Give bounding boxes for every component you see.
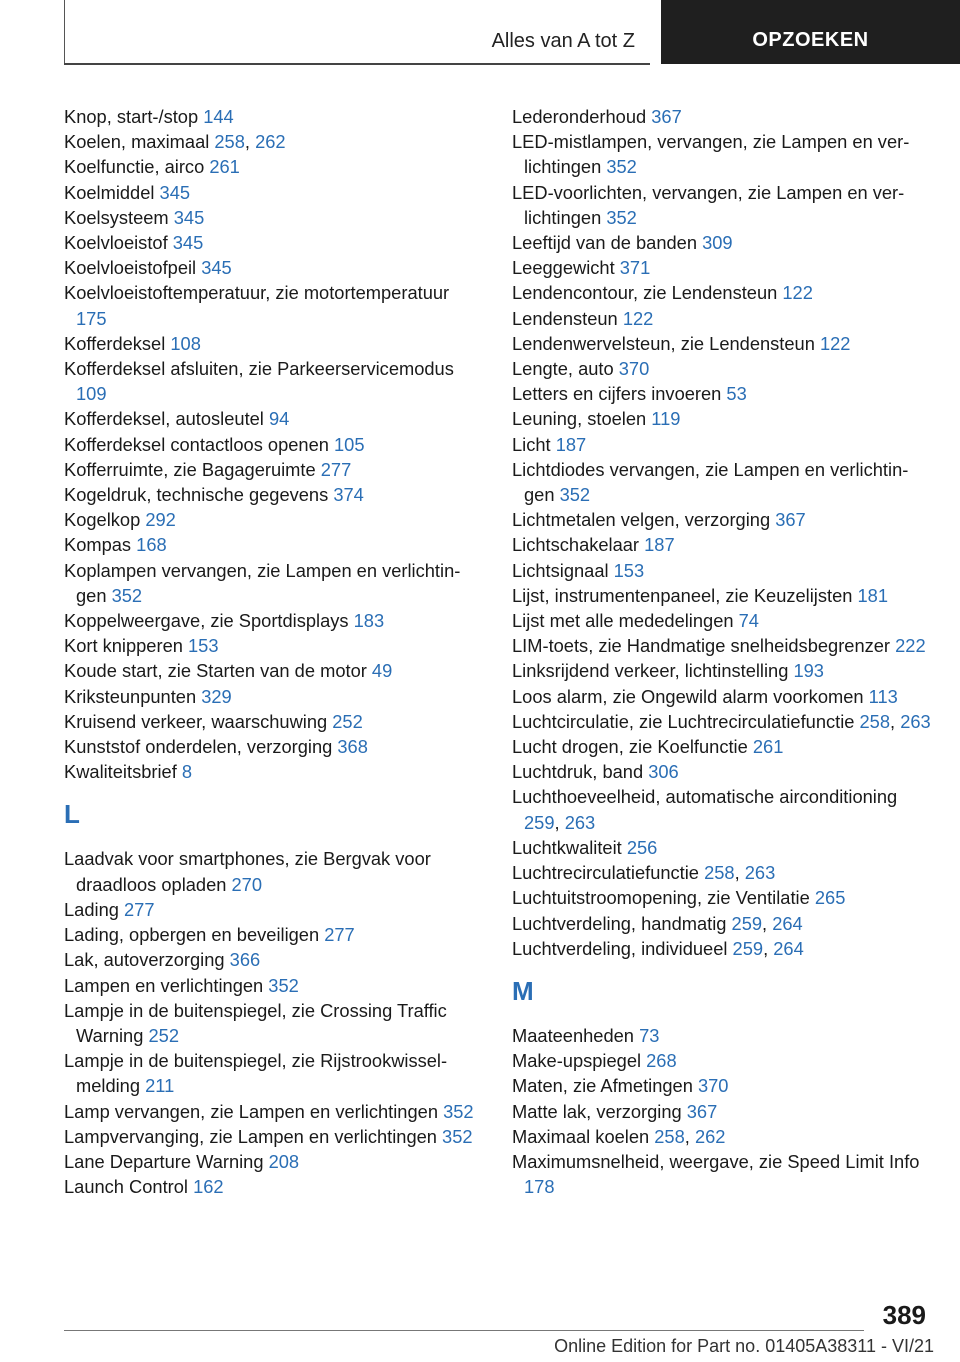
index-entry-term: Matte lak, verzorging (512, 1100, 687, 1122)
index-entry-term: Lijst met alle mededelingen (512, 610, 739, 632)
index-entry-term: LED-mistlampen, vervangen, zie Lampen en verlichtingen (512, 131, 910, 178)
page-link[interactable]: 263 (744, 862, 776, 884)
index-entry-term: Lamp vervangen, zie Lampen en verlichtingen (64, 1100, 444, 1122)
index-entry: Luchtverdeling, handmatig 259, 264 (512, 912, 803, 934)
index-entry-term: Kriksteunpunten (64, 685, 202, 707)
page-link[interactable]: 306 (648, 761, 679, 783)
page-link[interactable]: 268 (646, 1050, 677, 1072)
page-link[interactable]: 175 (76, 307, 107, 329)
index-entry (64, 280, 484, 330)
index-entry-term: Maten, zie Afmetingen (512, 1075, 698, 1097)
index-entry: Luchtcirculatie, zie Luchtrecirculatiefunctie 258, 263 (512, 710, 931, 732)
footer-divider (64, 1330, 864, 1331)
index-entry-term: Koelvloeistoftemperatuur, zie motortemperatuur (64, 282, 450, 304)
index-letter-heading: L (64, 799, 80, 830)
index-entry (64, 658, 484, 683)
index-entry (512, 759, 932, 784)
index-entry (64, 709, 484, 734)
page-link[interactable]: 371 (619, 257, 651, 279)
index-entry (64, 947, 484, 972)
index-entry (512, 1099, 932, 1124)
index-entry (512, 633, 932, 658)
index-entry (64, 1124, 484, 1149)
index-entry-term: Licht (512, 433, 556, 455)
index-entry (64, 684, 484, 709)
index-entry-term: Kogelkop (64, 509, 146, 531)
page-link[interactable]: 187 (555, 433, 587, 455)
page-link[interactable]: 258 (704, 862, 735, 884)
index-entry (512, 381, 932, 406)
index-entry-term: Koppelweergave, zie Sportdisplays (64, 610, 354, 632)
page-link[interactable]: 105 (334, 433, 365, 455)
index-entry-term: Kort knipperen (64, 635, 188, 657)
index-entry-term: Luchtrecirculatiefunctie (512, 862, 705, 884)
index-entry-term: Lichtmetalen velgen, verzorging (512, 509, 776, 531)
header-underline (64, 63, 650, 65)
page-link[interactable]: 292 (145, 509, 176, 531)
index-entry-term: Lendencontour, zie Lendensteun (512, 282, 783, 304)
page-link[interactable]: 193 (793, 660, 824, 682)
page-link[interactable]: 277 (123, 898, 155, 920)
index-entry-term: Kofferdeksel afsluiten, zie Parkeerservicemodus (64, 358, 454, 380)
page-link[interactable]: 183 (353, 610, 385, 632)
footer-text: Online Edition for Part no. 01405A38311 - VI/21 (554, 1336, 934, 1356)
index-entry (64, 1099, 484, 1124)
index-entry-term: Lampje in de buitenspiegel, zie Crossing Traffic Warning (64, 999, 447, 1046)
index-entry (512, 457, 932, 507)
index-entry (64, 180, 484, 205)
index-entry (64, 356, 484, 406)
index-entry-term: Lampen en verlichtingen (64, 974, 269, 996)
page-link[interactable]: 263 (900, 710, 931, 732)
index-column-left (64, 104, 484, 1199)
index-entry-term: Luchthoeveelheid, automatische airconditioning (512, 786, 898, 808)
index-entry-term: Kofferdeksel (64, 332, 171, 354)
index-entry: Koelen, maximaal 258, 262 (64, 131, 286, 153)
page-link[interactable]: 352 (606, 206, 637, 228)
index-entry-term: Leeftijd van de banden (512, 232, 703, 254)
index-entry (512, 1149, 932, 1199)
index-entry-term: Luchtverdeling, individueel (512, 937, 733, 959)
page-link[interactable]: 367 (775, 509, 806, 531)
page-link[interactable]: 368 (337, 736, 368, 758)
page-link[interactable]: 153 (187, 635, 219, 657)
index-entry (64, 205, 484, 230)
page-link[interactable]: 277 (324, 924, 355, 946)
index-entry (64, 922, 484, 947)
page-link[interactable]: 352 (443, 1100, 474, 1122)
index-entry (512, 306, 932, 331)
page-link[interactable]: 256 (626, 836, 658, 858)
page-link[interactable]: 345 (173, 206, 205, 228)
index-letter-heading: M (512, 975, 534, 1006)
page-link[interactable]: 367 (651, 106, 682, 127)
page-link[interactable]: 367 (686, 1100, 718, 1122)
index-entry-term: Knop, start-/stop (64, 106, 204, 127)
index-entry (512, 734, 932, 759)
page-link[interactable]: 74 (738, 610, 759, 632)
index-entry-term: Kwaliteitsbrief (64, 761, 182, 783)
index-entry (512, 608, 932, 633)
index-entry-term: Luchtuitstroomopening, zie Ventilatie (512, 887, 815, 909)
index-entry (64, 1149, 484, 1174)
tab-label: OPZOEKEN (752, 29, 869, 51)
index-entry: Maximaal koelen 258, 262 (512, 1125, 726, 1147)
index-entry-term: Luchtcirculatie, zie Luchtrecirculatiefunctie (512, 710, 860, 732)
page-link[interactable]: 352 (268, 974, 299, 996)
index-entry-term: Lendensteun (512, 307, 623, 329)
index-entry (64, 973, 484, 998)
index-entry-term: Kruisend verkeer, waarschuwing (64, 710, 333, 732)
index-entry-term: Lane Departure Warning (64, 1150, 269, 1172)
index-entry (512, 331, 932, 356)
index-entry-term: Kofferruimte, zie Bagageruimte (64, 458, 321, 480)
page-link[interactable]: 370 (697, 1075, 729, 1097)
index-entry-term: Loos alarm, zie Ongewild alarm voorkomen (512, 685, 869, 707)
page-link[interactable]: 222 (895, 635, 926, 657)
index-entry (64, 1048, 484, 1098)
index-entry-term: Lak, autoverzorging (64, 949, 230, 971)
index-entry-term: Lucht drogen, zie Koelfunctie (512, 736, 753, 758)
index-entry-term: Lichtsignaal (512, 559, 614, 581)
index-entry-term: Kofferdeksel contactloos openen (64, 433, 335, 455)
index-entry-term: Luchtverdeling, handmatig (512, 912, 732, 934)
page-link[interactable]: 178 (524, 1176, 555, 1198)
index-entry-term: Lengte, auto (512, 358, 619, 380)
index-entry (512, 406, 932, 431)
index-entry-term: Koelfunctie, airco (64, 156, 210, 178)
page-link[interactable]: 352 (442, 1125, 473, 1147)
index-entry: Luchtrecirculatiefunctie 258, 263 (512, 862, 776, 884)
index-entry-term: Kunststof onderdelen, verzorging (64, 736, 338, 758)
index-entry-term: Koelen, maximaal (64, 131, 215, 153)
page-link[interactable]: 49 (371, 660, 393, 682)
page-link[interactable]: 153 (613, 559, 645, 581)
index-entry-term: Maateenheden (512, 1024, 640, 1046)
page-link[interactable]: 8 (181, 761, 193, 783)
index-entry (512, 432, 932, 457)
page-link[interactable]: 270 (231, 873, 263, 895)
index-entry-term: Kompas (64, 534, 137, 556)
page-link[interactable]: 370 (618, 358, 650, 380)
index-entry (64, 998, 484, 1048)
index-entry (64, 759, 484, 784)
page-link[interactable]: 265 (814, 887, 846, 909)
page-link[interactable]: 258 (654, 1125, 685, 1147)
index-entry (512, 280, 932, 305)
index-entry-term: Lijst, instrumentenpaneel, zie Keuzelijsten (512, 584, 858, 606)
index-entry (512, 1073, 932, 1098)
page-link[interactable]: 252 (148, 1024, 179, 1046)
index-entry (64, 897, 484, 922)
section-title: Alles van A tot Z (491, 30, 635, 52)
index-entry (64, 507, 484, 532)
page-link[interactable]: 119 (651, 408, 681, 430)
index-entry (64, 608, 484, 633)
index-entry (64, 154, 484, 179)
index-entry-term: Koude start, zie Starten van de motor (64, 660, 372, 682)
page-link[interactable]: 264 (772, 912, 803, 934)
opzoeken-tab[interactable] (661, 0, 960, 64)
index-entry (512, 255, 932, 280)
index-entry (512, 885, 932, 910)
page-link[interactable]: 309 (702, 232, 733, 254)
page-link[interactable]: 259 (524, 811, 555, 833)
page-link[interactable]: 262 (255, 131, 286, 153)
index-entry (512, 104, 932, 129)
index-entry-term: Luchtkwaliteit (512, 836, 627, 858)
index-entry (64, 406, 484, 431)
index-entry (512, 180, 932, 230)
index-entry (64, 558, 484, 608)
index-column-right (512, 104, 932, 1199)
page-link[interactable]: 53 (726, 383, 747, 405)
page-link[interactable]: 258 (214, 131, 245, 153)
index-entry (64, 482, 484, 507)
index-entry (512, 835, 932, 860)
page-link[interactable]: 261 (752, 736, 784, 758)
page-link[interactable]: 94 (268, 408, 290, 430)
index-entry-term: Koelmiddel (64, 181, 160, 203)
index-entry-term: Launch Control (64, 1176, 194, 1198)
page-link[interactable]: 168 (136, 534, 167, 556)
index-entry-term: Lederonderhoud (512, 106, 652, 127)
page-link[interactable]: 109 (76, 383, 107, 405)
index-entry (512, 684, 932, 709)
page-link[interactable]: 352 (559, 484, 591, 506)
index-entry (512, 356, 932, 381)
page-link[interactable]: 352 (111, 584, 143, 606)
index-entry (64, 230, 484, 255)
page-link[interactable]: 345 (159, 181, 191, 203)
page-link[interactable]: 208 (268, 1150, 300, 1172)
index-entry (64, 846, 484, 896)
index-entry-term: Lampje in de buitenspiegel, zie Rijstrookwisselmelding (64, 1050, 448, 1097)
index-entry (64, 331, 484, 356)
page-link[interactable]: 122 (622, 307, 654, 329)
index-entry-term: Lading, opbergen en beveiligen (64, 924, 325, 946)
page-link[interactable]: 366 (229, 949, 261, 971)
page-link[interactable]: 162 (193, 1176, 224, 1198)
index-entry (512, 1048, 932, 1073)
page-link[interactable]: 259 (732, 937, 764, 959)
index-entry: Luchthoeveelheid, automatische airconditioning 259, 263 (512, 786, 898, 833)
page-link[interactable]: 211 (145, 1075, 175, 1097)
index-entry (512, 558, 932, 583)
index-entry (64, 255, 484, 280)
index-entry (64, 633, 484, 658)
index-entry-term: Kofferdeksel, autosleutel (64, 408, 269, 430)
index-entry-term: Koplampen vervangen, zie Lampen en verlichtingen (64, 559, 461, 606)
index-entry (512, 1023, 932, 1048)
index-entry-term: Maximaal koelen (512, 1125, 655, 1147)
page-link[interactable]: 259 (731, 912, 763, 934)
index-entry (64, 734, 484, 759)
index-entry (512, 129, 932, 179)
index-entry-term: Lichtschakelaar (512, 534, 645, 556)
page-link[interactable]: 73 (639, 1024, 660, 1046)
index-entry-term: LED-voorlichten, vervangen, zie Lampen en verlichtingen (512, 181, 905, 228)
index-entry-term: Koelvloeistofpeil (64, 257, 202, 279)
page-link[interactable]: 258 (859, 710, 891, 732)
page-link[interactable]: 345 (201, 257, 232, 279)
index-entry-term: Kogeldruk, technische gegevens (64, 484, 334, 506)
index-entry-term: Letters en cijfers invoeren (512, 383, 727, 405)
page-link[interactable]: 263 (564, 811, 596, 833)
index-entry-term: Lichtdiodes vervangen, zie Lampen en verlichtingen (512, 458, 909, 506)
page-link[interactable]: 277 (320, 458, 352, 480)
index-entry-term: Koelsysteem (64, 206, 174, 228)
page-link[interactable]: 329 (201, 685, 232, 707)
index-entry-term: Luchtdruk, band (512, 761, 649, 783)
header-divider (64, 0, 65, 64)
index-entry (512, 658, 932, 683)
page-link[interactable]: 261 (209, 156, 240, 178)
index-entry (64, 532, 484, 557)
index-entry-term: Leeggewicht (512, 257, 620, 279)
index-entry: Luchtverdeling, individueel 259, 264 (512, 937, 804, 959)
index-entry-term: Linksrijdend verkeer, lichtinstelling (512, 660, 794, 682)
index-entry-term: Lading (64, 898, 124, 920)
index-entry-term: Make-upspiegel (512, 1050, 647, 1072)
index-entry-term: Lendenwervelsteun, zie Lendensteun (512, 332, 820, 354)
page-link[interactable]: 374 (333, 484, 364, 506)
index-entry-term: Laadvak voor smartphones, zie Bergvak voor draadloos opladen (64, 848, 431, 895)
index-entry (64, 104, 484, 129)
index-entry-term: Leuning, stoelen (512, 408, 652, 430)
page-link[interactable]: 264 (773, 937, 804, 959)
index-entry (512, 230, 932, 255)
page-link[interactable]: 122 (819, 332, 851, 354)
page-link[interactable]: 252 (332, 710, 363, 732)
index-entry-term: Lampvervanging, zie Lampen en verlichtingen (64, 1125, 443, 1147)
page-link[interactable]: 352 (606, 156, 637, 178)
index-entry (64, 457, 484, 482)
page-link[interactable]: 345 (172, 232, 204, 254)
page-link[interactable]: 122 (782, 282, 813, 304)
page-link[interactable]: 187 (644, 534, 675, 556)
page-number: 389 (882, 1300, 926, 1330)
index-entry-term: LIM-toets, zie Handmatige snelheidsbegrenzer (512, 635, 896, 657)
page-link[interactable]: 108 (170, 332, 201, 354)
index-entry (512, 532, 932, 557)
index-entry (64, 1174, 484, 1199)
index-entry (512, 507, 932, 532)
page-link[interactable]: 262 (694, 1125, 726, 1147)
index-entry (512, 583, 932, 608)
page-link[interactable]: 144 (203, 106, 234, 127)
page-link[interactable]: 113 (868, 685, 898, 707)
page-link[interactable]: 181 (857, 584, 889, 606)
index-entry (64, 432, 484, 457)
index-entry-term: Maximumsnelheid, weergave, zie Speed Limit Info (512, 1150, 920, 1172)
index-entry-term: Koelvloeistof (64, 232, 173, 254)
